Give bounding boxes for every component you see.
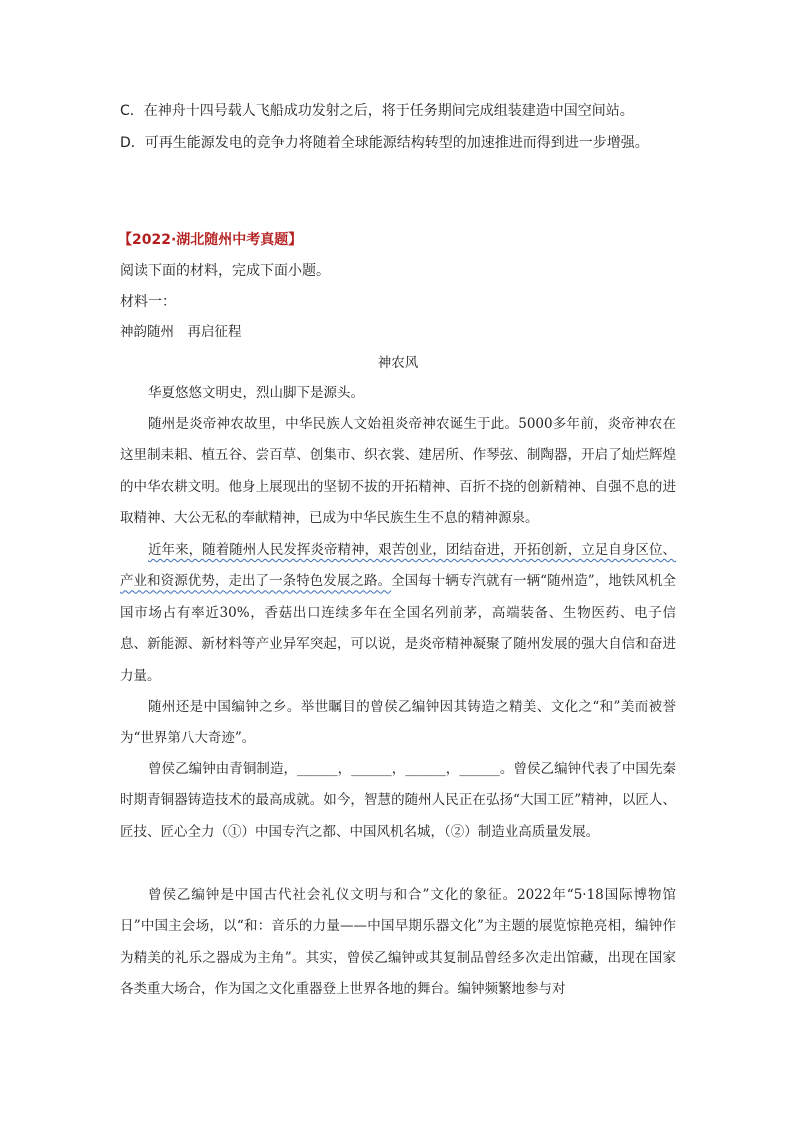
passage-paragraph-3	[120, 535, 676, 692]
material-label: 材料一：	[120, 294, 176, 310]
source-tag: 【2022·湖北随州中考真题】	[118, 232, 303, 248]
option-c: C．在神舟十四号载人飞船成功发射之后，将于任务期间完成组装建造中国空间站。	[120, 103, 634, 119]
underlined-sentence: 近年来，随着随州人民发挥炎帝精神，艰苦创业，团结奋进，开拓创新，立足自身区位、产业和资源优势，走出了一条特色发展之路。	[120, 542, 676, 590]
passage-paragraph-2: 随州是炎帝神农故里，中华民族人文始祖炎帝神农诞生于此。5000多年前，炎帝神农在这里制耒耜、植五谷、尝百草、创集市、织衣裳、建居所、作琴弦、制陶器，开启了灿烂辉煌的中华农耕文明。他身上展现出的坚韧不拔的开拓精神、百折不挠的创新精神、自强不息的进取精神、大公无私的奉献精神，已成为中华民族生生不息的精神源泉。	[120, 416, 676, 527]
section-title: 神农风	[377, 355, 419, 371]
passage-paragraph-1: 华夏悠悠文明史，烈山脚下是源头。	[148, 385, 364, 401]
passage-paragraph-3-rest: 全国每十辆专汽就有一辆“随州造”，地铁风机全国市场占有率近30%，香菇出口连续多年在全国名列前茅，高端装备、生物医药、电子信息、新能源、新材料等产业异军突起，可以说，是炎帝精神凝聚了随州发展的强大自信和奋进力量。	[120, 573, 677, 684]
material-subtitle: 神韵随州 再启征程	[120, 324, 242, 340]
instruction: 阅读下面的材料，完成下面小题。	[120, 263, 330, 279]
passage-paragraph-4: 随州还是中国编钟之乡。举世瞩目的曾侯乙编钟因其铸造之精美、文化之“和”美而被誉为“世界第八大奇迹”。	[120, 699, 676, 747]
passage-paragraph-5: 曾侯乙编钟由青铜制造，______，______，______，______。曾侯乙编钟代表了中国先秦时期青铜器铸造技术的最高成就。如今，智慧的随州人民正在弘扬“大国工匠”精神，以匠人、匠技、匠心全力（①）中国专汽之都、中国风机名城，（②）制造业高质量发展。	[120, 761, 676, 840]
passage-paragraph-6: 曾侯乙编钟是中国古代社会礼仪文明与和合”文化的象征。2022年“5·18国际博物馆日”中国主会场，以“和：音乐的力量——中国早期乐器文化”为主题的展览惊艳亮相，编钟作为精美的礼乐之器成为主角”。其实，曾侯乙编钟或其复制品曾经多次走出馆藏，出现在国家各类重大场合，作为国之文化重器登上世界各地的舞台。编钟频繁地参与对	[120, 887, 676, 998]
option-d: D．可再生能源发电的竞争力将随着全球能源结构转型的加速推进而得到进一步增强。	[120, 135, 649, 151]
